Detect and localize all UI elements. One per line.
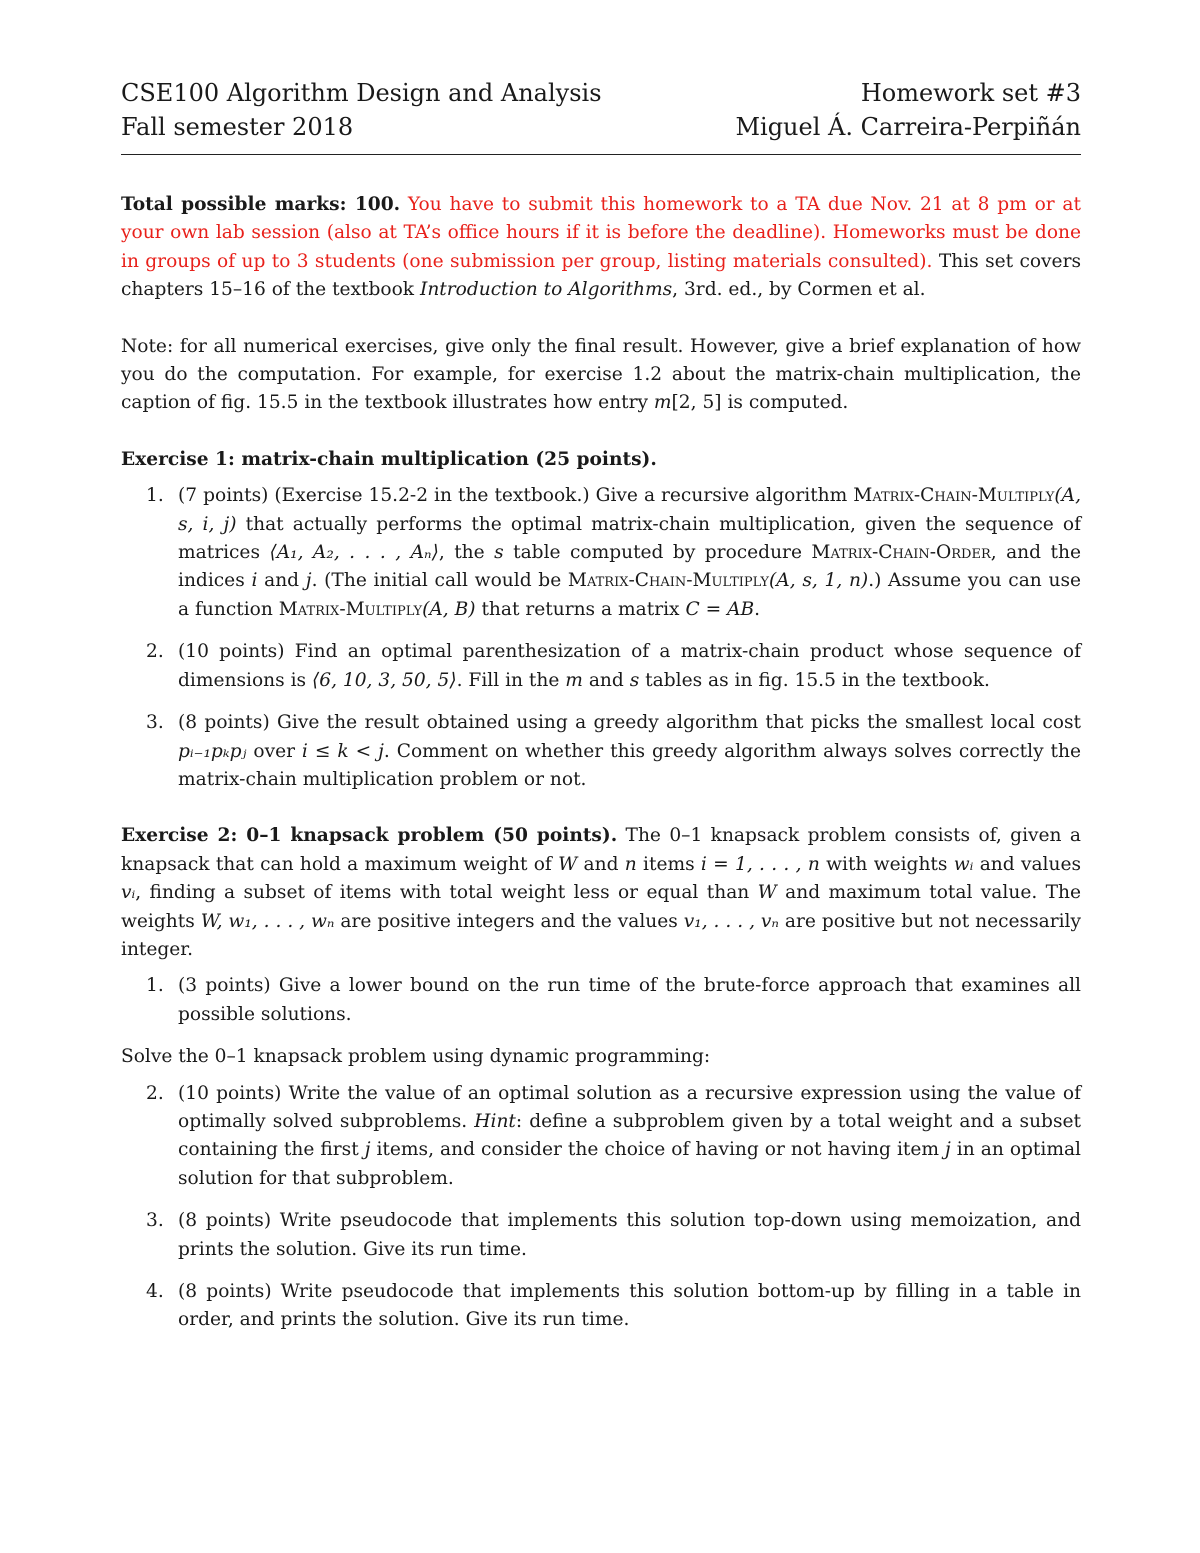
item-text: and [582,669,630,691]
desc-text: are positive but not necessarily integer. [121,910,1082,960]
exercise-2-list-a [121,972,1081,1029]
item-text: . (The initial call would be [311,570,568,592]
math-symbol: s [494,542,504,564]
item-number: 2. [146,641,164,663]
note-m-symbol: m [653,392,672,414]
math-symbol: wᵢ [953,853,974,875]
note-paragraph [121,333,1081,418]
math-cost: pᵢ₋₁pₖpⱼ [178,740,247,762]
math-args: (A, s, i, j) [178,485,1081,535]
item-number: 1. [146,485,164,507]
item-number: 1. [146,975,164,997]
item-text: that actually performs the optimal matrix-chain multiplication, given the sequence of matrices [178,513,1081,564]
textbook-title: Introduction to Algorithms [419,279,673,301]
math-dimensions: ⟨6, 10, 3, 50, 5⟩ [311,669,457,691]
desc-text: are positive integers and the values [334,910,684,932]
item-text: tables as in fig. 15.5 in the textbook. [639,669,990,691]
math-symbol: n [624,853,637,875]
procedure-name: Matrix-Chain-Multiply [567,570,770,592]
desc-text: and values [973,853,1081,875]
desc-text: items [636,853,701,875]
exercise-1-heading: Exercise 1: matrix-chain multiplication (25 points). [121,448,657,470]
item-text: over [246,740,302,762]
item-text: that returns a matrix [475,598,686,620]
math-list: v₁, . . . , vₙ [683,910,779,932]
math-symbol: j [305,570,312,592]
exercise-2-list-b [121,1080,1081,1335]
desc-text: , finding a subset of items with total weight less or equal than [135,882,758,904]
item-text: . Comment on whether this greedy algorithm always solves correctly the matrix-chain multiplication problem or not. [178,740,1082,790]
item-text: and [257,570,306,592]
covers-post: , 3rd. ed., by Cormen et al. [672,279,926,301]
item-text: (8 points) Write pseudocode that implements this solution top-down using memoization, and prints the solution. Give its run time. [178,1210,1081,1260]
math-sequence: ⟨A₁, A₂, . . . , Aₙ⟩ [269,542,439,564]
item-text: : define a subproblem given by a total weight and a subset containing the first [178,1110,1081,1161]
item-text: (8 points) Write pseudocode that implements this solution bottom-up by filling in a table in order, and prints the solution. Give its run time. [178,1281,1081,1331]
exercise-2-heading: Exercise 2: 0–1 knapsack problem (50 points). [121,825,618,847]
term: Fall semester 2018 [121,113,354,141]
item-text: , and the indices [178,542,1081,592]
intro-paragraph [121,191,1081,305]
exercise-1-title [121,446,1081,474]
exercise-2-item-1 [121,972,1081,1029]
math-symbol: W [558,853,578,875]
math-symbol: j [945,1139,951,1161]
exercise-2-item-3 [121,1207,1081,1264]
math-range: i ≤ k < j [301,740,384,762]
math-args: (A, B) [422,598,476,620]
desc-text: with weights [819,853,954,875]
item-text: . Fill in the [456,669,566,691]
note-pre: Note: for all numerical exercises, give only the final result. However, give a brief explanation of how you do the computation. For example, for exercise 1.2 about the matrix-chain multiplication, the caption of fig. 15.5 in the textbook illustrates how entry [121,335,1081,414]
math-symbol: j [364,1139,371,1161]
solve-instruction: Solve the 0–1 knapsack problem using dynamic programming: [121,1046,711,1068]
math-symbol: i [251,570,258,592]
item-text: (8 points) Give the result obtained using a greedy algorithm that picks the smallest local cost [178,712,1081,734]
exercise-1-list [121,482,1081,794]
item-text: .) Assume you can use a function [178,570,1081,620]
header-row-1 [121,76,1081,110]
procedure-name: Matrix-Chain-Order [811,542,991,564]
item-number: 4. [146,1281,164,1302]
math-args: (A, s, 1, n) [769,570,869,592]
math-symbol: s [629,669,640,691]
submission-instructions: You have to submit this homework to a TA due Nov. 21 at 8 pm or at your own lab session (also at TA’s office hours if it is before the deadline). Homeworks must be done in groups of up to 3 students (one submission per group, listing materials consulted). [121,194,1081,272]
hint-label: Hint [474,1110,516,1132]
item-number: 3. [146,1210,164,1232]
exercise-1-item-3 [121,709,1081,794]
item-text: table computed by procedure [503,542,812,564]
item-text: (7 points) (Exercise 15.2-2 in the textbook.) Give a recursive algorithm [178,485,854,507]
math-range: i = 1, . . . , n [700,853,820,875]
exercise-1-item-2 [121,638,1081,695]
marks-label: Total possible marks: 100. [121,194,401,215]
exercise-1-item-1 [121,482,1081,624]
course-title: CSE100 Algorithm Design and Analysis [121,79,602,107]
item-text: (3 points) Give a lower bound on the run time of the brute-force approach that examines all possible solutions. [178,975,1081,1025]
math-list: W, w₁, . . . , wₙ [200,910,335,932]
homework-set: Homework set #3 [860,79,1081,107]
item-text: (10 points) Write the value of an optimal solution as a recursive expression using the value of optimally solved subproblems. [178,1082,1081,1132]
item-number: 3. [146,712,164,734]
item-number: 2. [146,1082,164,1104]
note-post: is computed. [721,392,849,414]
note-m-index: [2, 5] [671,392,722,414]
item-text: in an optimal solution for that subproblem. [178,1139,1082,1189]
exercise-2-item-4 [121,1278,1081,1335]
exercise-2-item-2 [121,1080,1081,1194]
document-page [121,76,1081,1349]
item-text: . [754,598,761,620]
math-symbol: vᵢ [121,882,136,904]
item-text: items, and consider the choice of having or not having item [370,1139,946,1161]
exercise-2-description [121,822,1081,964]
math-symbol: W [757,882,777,904]
covers-pre: This set covers chapters 15–16 of the textbook [121,250,1081,301]
procedure-name: Matrix-Multiply [278,598,423,620]
desc-text: and [577,853,625,875]
header-rule [121,154,1081,155]
desc-text: The 0–1 knapsack problem consists of, given a knapsack that can hold a maximum weight of [121,825,1081,875]
item-text: (10 points) Find an optimal parenthesization of a matrix-chain product whose sequence of dimensions is [178,641,1081,691]
procedure-name: Matrix-Chain-Multiply [853,485,1055,507]
author: Miguel Á. Carreira-Perpiñán [735,113,1081,141]
math-symbol: m [565,669,583,691]
header-row-2 [121,110,1081,144]
item-text: , the [438,542,495,564]
desc-text: and maximum total value. The weights [121,882,1081,932]
math-equation: C = AB [685,598,755,620]
